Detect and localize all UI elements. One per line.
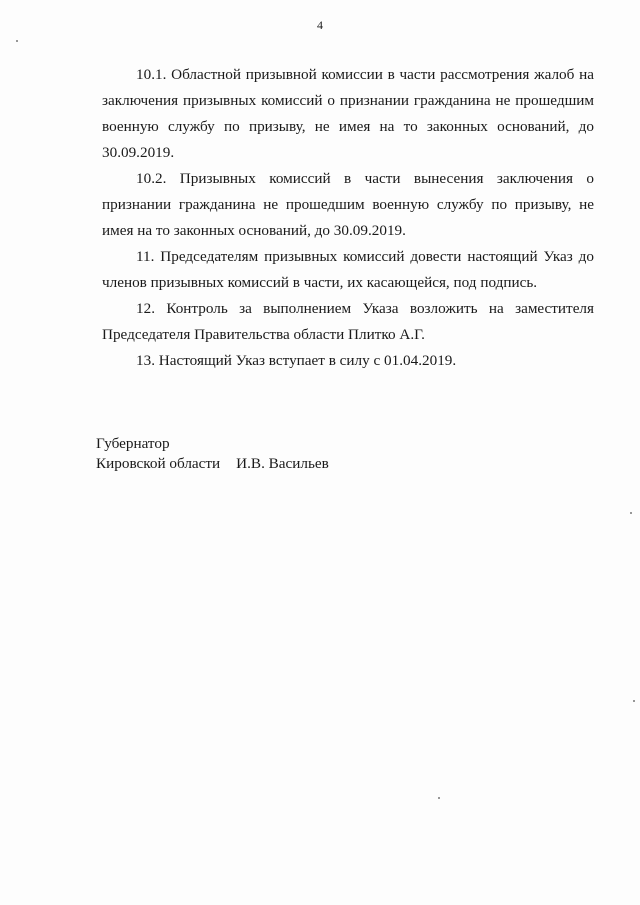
document-body xyxy=(102,62,594,374)
scan-speck xyxy=(16,40,18,42)
page-number: 4 xyxy=(317,18,323,32)
paragraph-10-2: 10.2. Призывных комиссий в части вынесения заключения о признании гражданина не прошедшим военную службу по призыву, не имея на то законных оснований, до 30.09.2019. xyxy=(102,170,594,239)
signatory-name: И.В. Васильев xyxy=(236,455,329,472)
signatory-region-line xyxy=(96,454,329,474)
paragraph-12: 12. Контроль за выполнением Указа возложить на заместителя Председателя Правительства области Плитко А.Г. xyxy=(102,300,594,343)
paragraph-11: 11. Председателям призывных комиссий довести настоящий Указ до членов призывных комиссий в части, их касающейся, под подпись. xyxy=(102,248,594,291)
scan-speck xyxy=(630,512,632,514)
paragraph-13: 13. Настоящий Указ вступает в силу с 01.04.2019. xyxy=(136,352,457,369)
signature-block xyxy=(96,434,329,474)
scan-speck xyxy=(633,700,635,702)
paragraph-10-1: 10.1. Областной призывной комиссии в части рассмотрения жалоб на заключения призывных комиссий о признании гражданина не прошедшим военную службу по призыву, не имея на то законных оснований, до 30.09.2019. xyxy=(102,66,594,161)
signatory-region: Кировской области xyxy=(96,455,221,472)
scan-speck xyxy=(438,797,440,799)
signatory-position: Губернатор xyxy=(96,435,170,452)
